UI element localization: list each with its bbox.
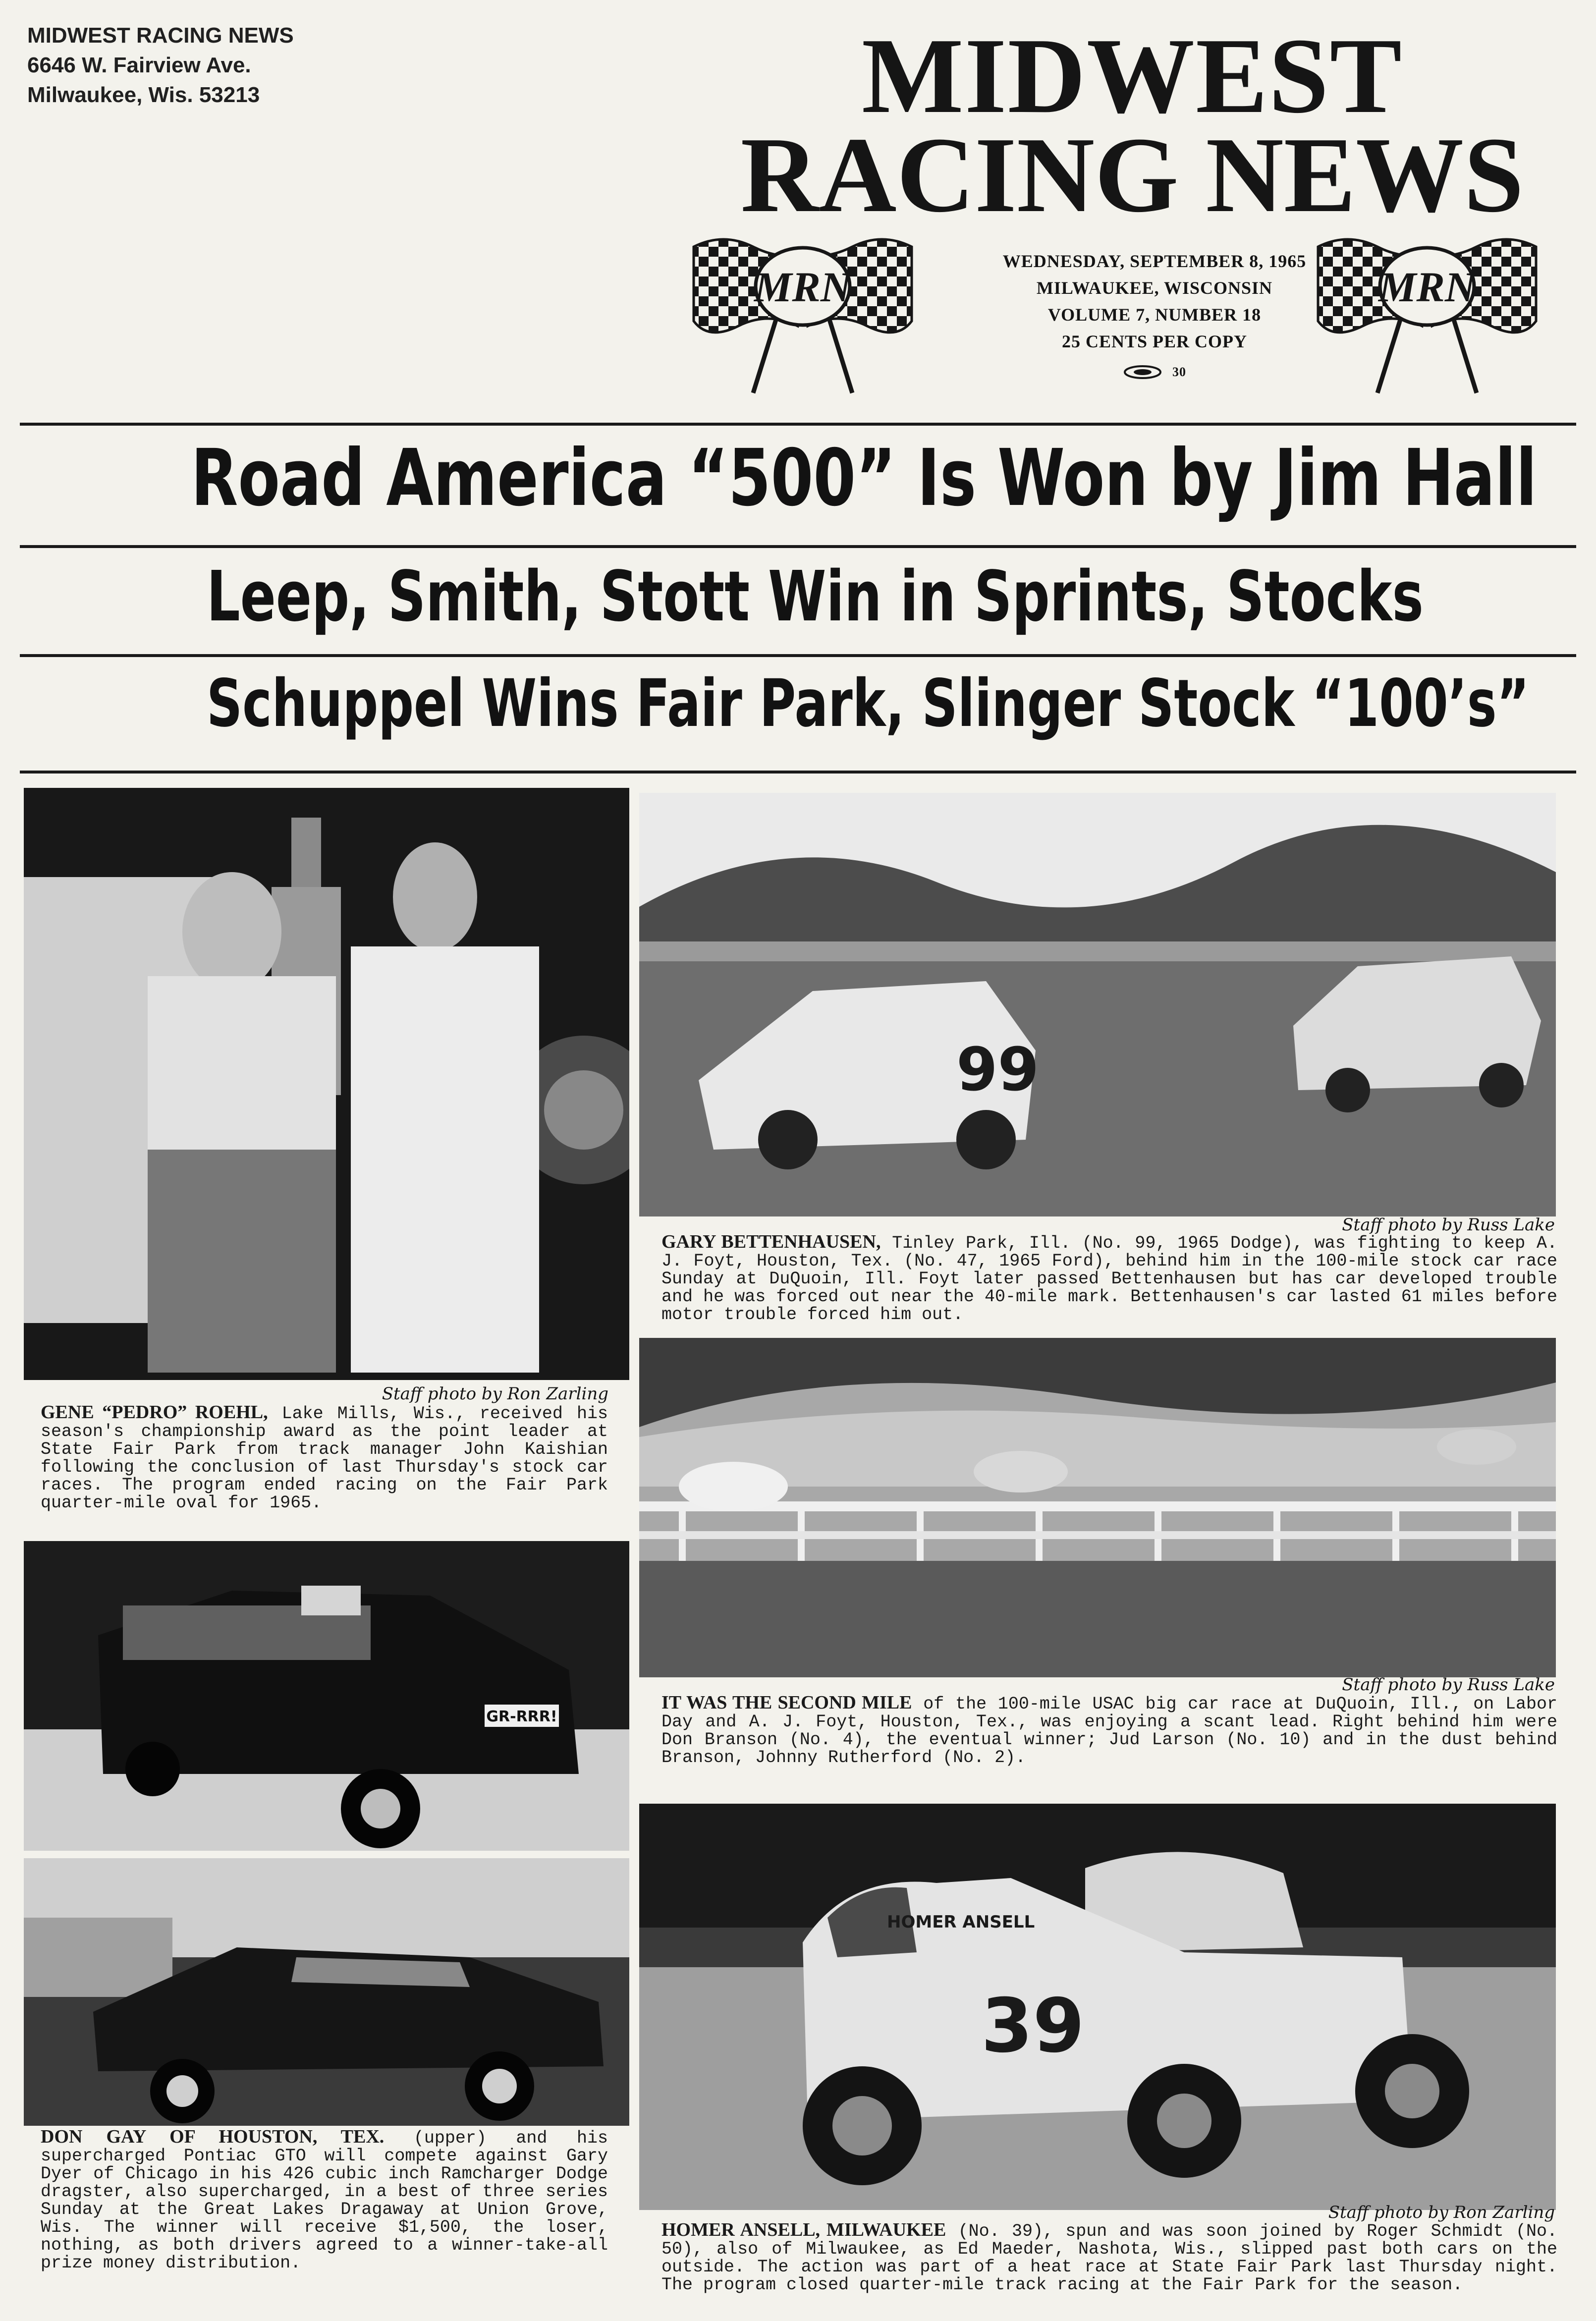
caption-ansell [661,2221,1557,2294]
caption-second-mile-lead: IT WAS THE SECOND MILE [661,1692,912,1713]
headline-rule-2 [20,654,1576,657]
headline-rule-3 [20,771,1576,774]
car-number-99: 99 [956,1036,1039,1105]
caption-second-mile [661,1694,1557,1767]
caption-roehl [41,1403,608,1512]
issue-volume: VOLUME 7, NUMBER 18 [1047,305,1262,325]
union-mark-number: 30 [1172,365,1186,379]
caption-gay [41,2128,608,2272]
photo-dyer-dodge-dragster [24,1858,629,2126]
caption-bettenhausen [661,1233,1557,1324]
union-bug [936,357,1373,386]
car-number-39: 39 [981,1983,1085,2069]
photo-ansell-spin [639,1804,1556,2210]
caption-bettenhausen-lead: GARY BETTENHAUSEN, [661,1231,881,1252]
mrn-logo-text-right: MRN [1378,263,1476,311]
caption-ansell-text: (No. 39), spun and was soon joined by Roger Schmidt (No. 50), also of Milwaukee, as Ed Maeder, Nashota, Wis., slipped past both cars on the outside. The action was part of a heat race at State Fair Park last Thursday night. The program closed quarter-mile track racing at the Fair Park for the season. [661,2221,1557,2295]
caption-gay-lead: DON GAY OF HOUSTON, TEX. [41,2126,385,2147]
caption-gay-text: (upper) and his supercharged Pontiac GTO will compete against Gary Dyer of Chicago in his 426 cubic inch Ramcharger Dodge dragster, also supercharged, in a best of three series Sunday at the Great Lakes Dragaway at Union Grove, Wis. The winner will receive $1,500, the loser, nothing, as both drivers agreed to a winner-take-all prize money distribution. [41,2128,608,2273]
license-plate-gr-rrr: GR-RRR! [486,1708,557,1725]
checkered-flags-logo-left [689,227,917,395]
caption-roehl-text: Lake Mills, Wis., received his season's championship award as the point leader at State Fair Park from track manager John Kaishian following the conclusion of last Thursday's stock car races. The program ended racing on the Fair Park quarter-mile oval for 1965. [41,1404,608,1513]
issue-info [936,248,1373,386]
caption-ansell-lead: HOMER ANSELL, MILWAUKEE [661,2219,946,2240]
car-label-homer-ansell: HOMER ANSELL [887,1912,1035,1932]
address-line-3: Milwaukee, Wis. 53213 [27,83,260,107]
photo-bettenhausen-stock-cars [639,793,1556,1216]
issue-city: MILWAUKEE, WISCONSIN [1036,278,1273,298]
headline-main: Road America “500” Is Won by Jim Hall [191,433,1537,524]
credit-ansell: Staff photo by Ron Zarling [1328,2203,1555,2222]
caption-bettenhausen-text: Tinley Park, Ill. (No. 99, 1965 Dodge), was fighting to keep A. J. Foyt, Houston, Tex. (No. 47, 1965 Ford), behind him in the 100-mile stock car race Sunday at DuQuoin, Ill. Foyt later passed Bettenhausen but has car developed trouble and he was forced out near the 40-mile mark. Bettenhausen's car lasted 61 miles before motor trouble forced him out. [661,1233,1557,1325]
checkered-flags-logo-right [1313,227,1541,395]
credit-second-mile: Staff photo by Russ Lake [1342,1675,1555,1695]
address-line-2: 6646 W. Fairview Ave. [27,53,251,77]
masthead-rule [20,423,1576,426]
caption-roehl-lead: GENE “PEDRO” ROEHL, [41,1402,268,1423]
issue-price: 25 CENTS PER COPY [1061,332,1248,351]
mrn-logo-text: MRN [754,263,851,311]
address-line-1: MIDWEST RACING NEWS [27,23,294,48]
mailing-address [27,21,294,110]
headline-third: Schuppel Wins Fair Park, Slinger Stock “100’s” [206,665,1530,742]
photo-roehl-trophy [24,788,629,1380]
masthead-title-line-1: MIDWEST [861,16,1403,136]
credit-roehl: Staff photo by Ron Zarling [382,1384,608,1404]
headline-rule-1 [20,545,1576,548]
union-label-icon [1123,365,1167,380]
headline-second: Leep, Smith, Stott Win in Sprints, Stocks [206,556,1424,637]
caption-second-mile-text: of the 100-mile USAC big car race at DuQuoin, Ill., on Labor Day and A. J. Foyt, Houston, Tex., was enjoying a scant lead. Right behind him were Don Branson (No. 4), the eventual winner; Jud Larson (No. 10) and in the dust behind Branson, Johnny Rutherford (No. 2). [661,1694,1557,1768]
photo-gay-pontiac-gto [24,1541,629,1851]
masthead-title-line-2: RACING NEWS [740,115,1524,235]
issue-date: WEDNESDAY, SEPTEMBER 8, 1965 [1002,251,1307,271]
credit-bettenhausen: Staff photo by Russ Lake [1342,1215,1555,1235]
photo-second-mile-sprint-cars [639,1338,1556,1677]
